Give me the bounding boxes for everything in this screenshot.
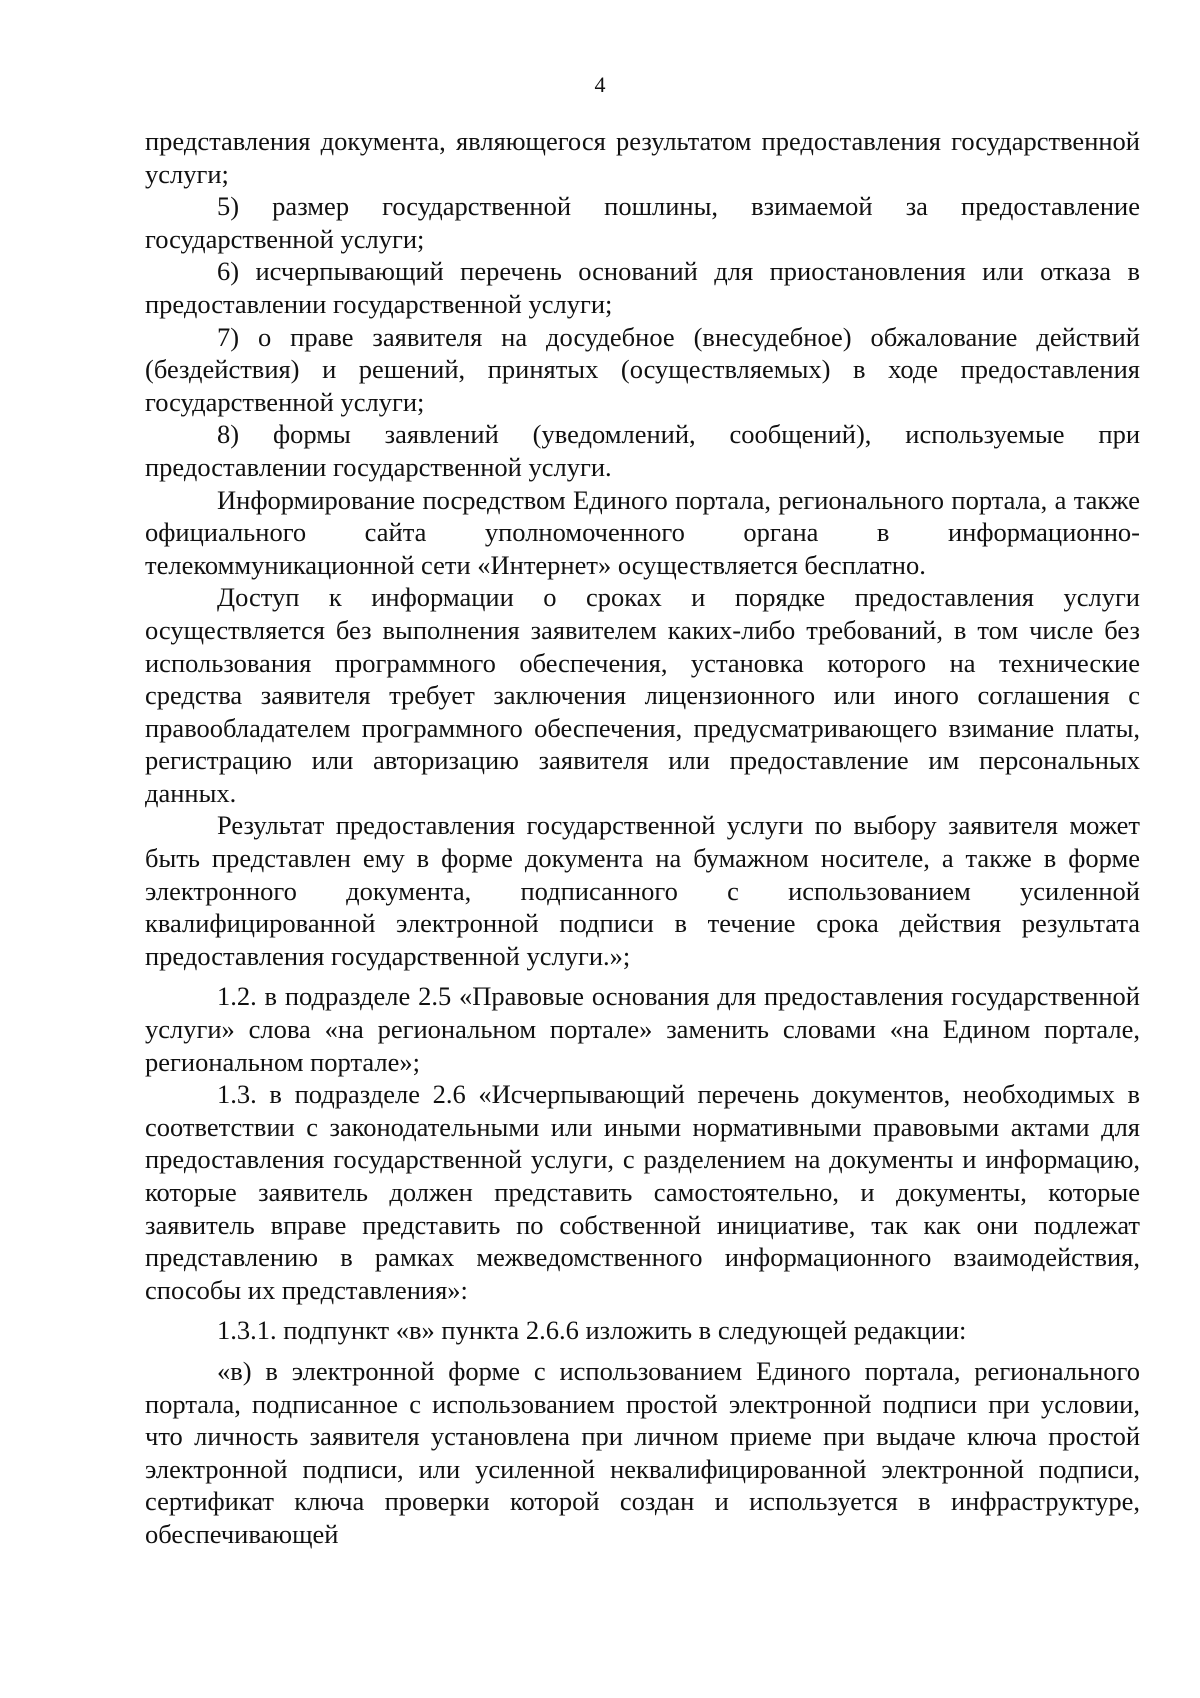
paragraph-informing: Информирование посредством Единого портала, регионального портала, а также официального сайта уполномоченного органа в информационно-телекоммуникационной сети «Интернет» осуществляется бесплатно. [145, 484, 1140, 580]
list-item-5: 5) размер государственной пошлины, взимаемой за предоставление государственной услуги; [145, 191, 1140, 254]
clause-1-3: 1.3. в подразделе 2.6 «Исчерпывающий перечень документов, необходимых в соответствии с законодательными или иными нормативными правовыми актами для предоставления государственной услуги, с разделением на документы и информацию, которые заявитель должен представить самостоятельно, и документы, которые заявитель вправе представить по собственной инициативе, так как они подлежат представлению в рамках межведомственного информационного взаимодействия, способы их представления»: [145, 1079, 1140, 1305]
subclause-v: «в) в электронной форме с использованием Единого портала, регионального портала, подписанное с использованием простой электронной подписи при условии, что личность заявителя установлена при личном приеме при выдаче ключа простой электронной подписи, или усиленной неквалифицированной электронной подписи, сертификат ключа проверки которой создан и используется в инфраструктуре, обеспечивающей [145, 1355, 1140, 1549]
clause-1-3-1: 1.3.1. подпункт «в» пункта 2.6.6 изложить в следующей редакции: [217, 1315, 967, 1346]
clause-1-2: 1.2. в подразделе 2.5 «Правовые основания для предоставления государственной услуги» слова «на региональном портале» заменить словами «на Едином портале, региональном портале»; [145, 981, 1140, 1077]
document-body [145, 125, 1140, 1551]
paragraph-continuation: представления документа, являющегося результатом предоставления государственной услуги; [145, 126, 1140, 189]
paragraph-access: Доступ к информации о сроках и порядке предоставления услуги осуществляется без выполнения заявителем каких-либо требований, в том числе без использования программного обеспечения, установка которого на технические средства заявителя требует заключения лицензионного или иного соглашения с правообладателем программного обеспечения, предусматривающего взимание платы, регистрацию или авторизацию заявителя или предоставление им персональных данных. [145, 582, 1140, 808]
page-number: 4 [594, 72, 606, 97]
paragraph-result: Результат предоставления государственной услуги по выбору заявителя может быть представлен ему в форме документа на бумажном носителе, а также в форме электронного документа, подписанного с использованием усиленной квалифицированной электронной подписи в течение срока действия результата предоставления государственной услуги.»; [145, 810, 1140, 971]
list-item-7: 7) о праве заявителя на досудебное (внесудебное) обжалование действий (бездействия) и решений, принятых (осуществляемых) в ходе предоставления государственной услуги; [145, 321, 1140, 417]
list-item-8: 8) формы заявлений (уведомлений, сообщений), используемые при предоставлении государственной услуги. [145, 419, 1140, 482]
list-item-6: 6) исчерпывающий перечень оснований для приостановления или отказа в предоставлении государственной услуги; [145, 256, 1140, 319]
